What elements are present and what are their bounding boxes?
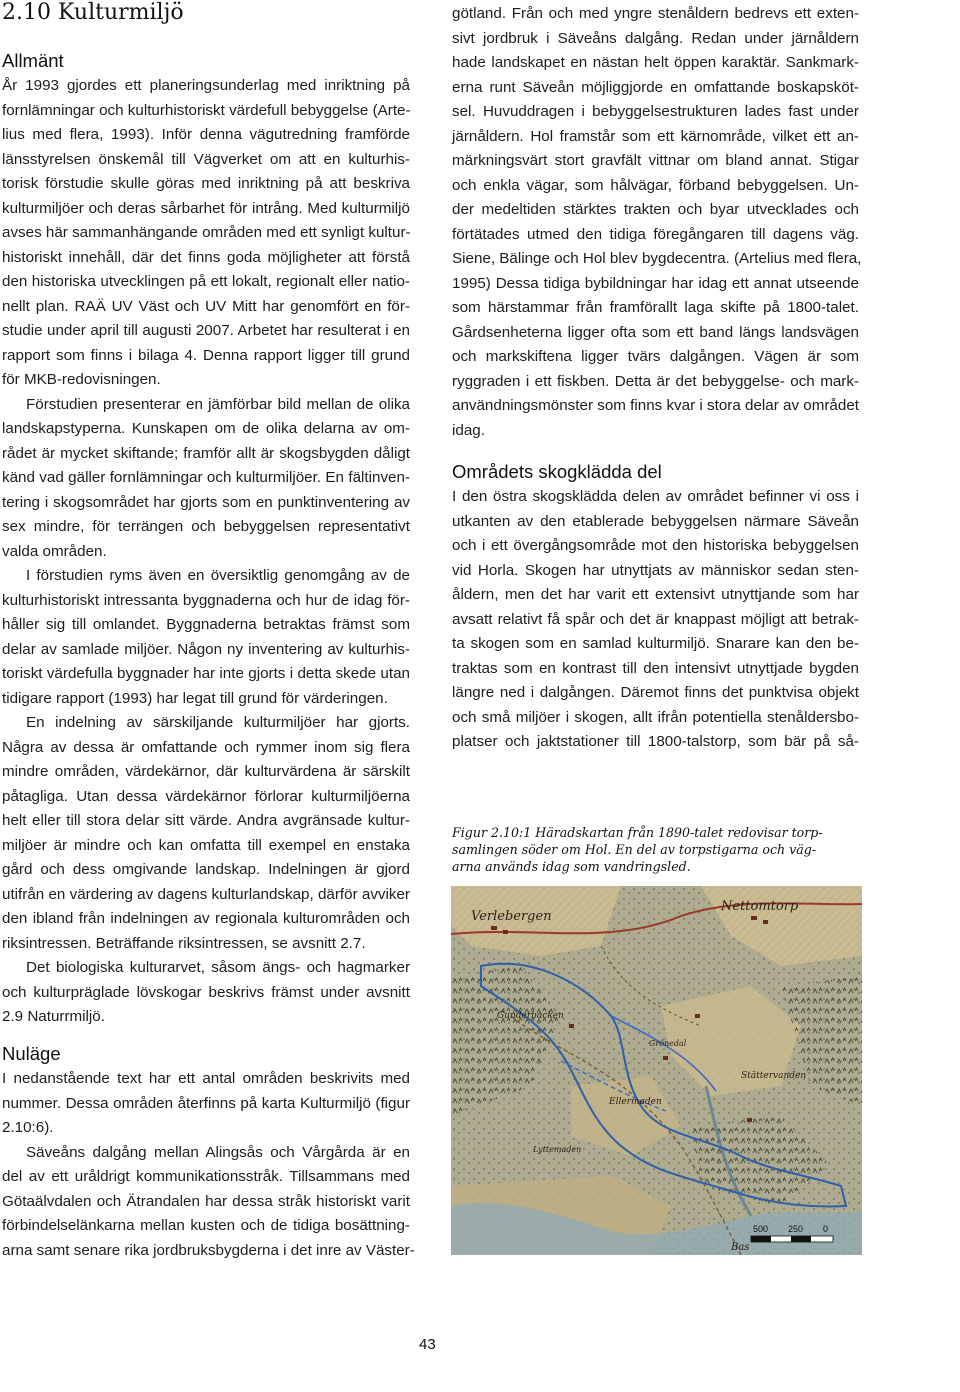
text-line: den historiska utvecklingen på ett lokalt, regionalt eller natio-: [2, 273, 410, 290]
nulage-body: [2, 1067, 415, 1263]
text-line: sivt jordbruk i Säveåns dalgång. Redan under järnåldern: [452, 29, 859, 47]
text-line: tidigare rapport (1993) har legat till grund för värderingen.: [2, 689, 388, 707]
text-line: förtätades utmed den tidiga föregångaren till dagens väg.: [452, 225, 859, 243]
text-line: ta skogen som en samlad kulturmiljö. Snarare kan den be-: [452, 635, 859, 652]
section-heading-allmant: Allmänt: [2, 50, 64, 71]
right-top-body: [452, 2, 862, 443]
text-line: studie under april till augusti 2007. Arbetet har resulterat i en: [2, 322, 410, 339]
text-line: och kulturpräglade lövskogar beskrivs främst under avsnitt: [2, 983, 410, 1001]
text-line: sel. Huvuddragen i bebyggelsestrukturen lades fast under: [452, 103, 859, 120]
map-label: Verlebergen: [471, 909, 552, 924]
text-line: I nedanstående text har ett antal områden beskrivits med: [2, 1070, 410, 1087]
text-line: Det biologiska kulturarvet, såsom ängs- och hagmarker: [26, 959, 410, 976]
map-label: Gunderbacken: [497, 1011, 564, 1021]
caption-line: Figur 2.10:1 Häradskartan från 1890-talet redovisar torp-: [452, 825, 823, 840]
map-label: Ellermaden: [609, 1097, 662, 1107]
text-line: och små miljöer i skogen, allt ifrån potentiella stenåldersbo-: [452, 708, 859, 726]
text-line: märkningsvärt stort gravfält vittnar om bland annat. Stigar: [452, 152, 859, 169]
text-line: I förstudien ryms även en översiktlig genomgång av de: [26, 567, 410, 584]
text-line: landskapstyperna. Kunskapen om de olika delarna av om-: [2, 420, 410, 437]
historical-map-figure: [451, 886, 862, 1255]
text-line: riksintressen. Beträffande riksintressen, se avsnitt 2.7.: [2, 934, 366, 952]
text-line: der medeltiden stärktes trakten och byar utvecklades och: [452, 201, 859, 218]
text-line: förbindelselänkarna mellan kusten och de tidiga bosättning-: [2, 1217, 410, 1234]
text-line: sex mindre, för terrängen och bebyggelsen representativt: [2, 518, 410, 535]
scale-label: 250: [788, 1224, 804, 1234]
caption-line: samlingen söder om Hol. En del av torpstigarna och väg-: [452, 842, 817, 857]
text-line: valda områden.: [2, 542, 107, 560]
map-label: Lyttemaden: [533, 1145, 582, 1154]
text-line: tering i skogsområdet har gjorts som en punktinventering av: [2, 493, 410, 511]
allmant-body: [2, 74, 410, 1030]
text-line: avsatt relativt få spår och det är knappast möjligt att betrak-: [452, 610, 859, 628]
text-line: utkanten av den etablerade bebyggelsen närmare Säveån: [452, 512, 859, 530]
text-line: miljöer är mindre och kan omfatta till exempel en enstaka: [2, 836, 410, 854]
text-line: fornlämningar och kulturhistoriskt värdefull bebyggelse (Arte-: [2, 101, 411, 119]
text-line: En indelning av särskiljande kulturmiljöer har gjorts.: [26, 714, 410, 731]
section-heading-nulage: Nuläge: [2, 1043, 61, 1064]
text-line: rapport som finns i bilaga 4. Denna rapport ligger till grund: [2, 346, 410, 364]
figure-caption: [452, 824, 852, 875]
text-line: erna runt Säveån möjliggjorde en omfattande boskapsköt-: [452, 78, 859, 96]
text-line: och markskiftena ligger tvärs dalgången. Vägen är som: [452, 348, 859, 365]
text-line: nellt plan. RAÄ UV Väst och UV Mitt har genomfört en för-: [2, 297, 410, 315]
text-line: åldern, men det har varit ett extensivt utnyttjande som har: [452, 586, 859, 603]
text-line: arna samt senare rika jordbruksbygderna i det inre av Väster-: [2, 1241, 415, 1259]
text-line: ryggraden i ett fiskben. Detta är det bebyggelse- och mark-: [452, 372, 859, 390]
text-line: mindre områden, värdekärnor, där kulturvärdena är särskilt: [2, 763, 410, 780]
text-line: och i ett övergångsområde mot den historiska bebyggelsen: [452, 537, 859, 554]
text-line: hade landskapet en nästan helt öppen karaktär. Sankmark-: [452, 54, 859, 71]
text-line: utifrån en värdering av dagens kulturlandskap, därför avviker: [2, 885, 410, 903]
text-line: 1995) Dessa tidiga bybildningar har idag ett annat utseende: [452, 274, 859, 292]
text-line: År 1993 gjordes ett planeringsunderlag med inriktning på: [2, 77, 410, 94]
text-line: lius med flera, 1993). Inför denna vägutredning framförde: [2, 126, 410, 143]
text-line: påtagliga. Utan dessa värdekärnor förlorar kulturmiljöerna: [2, 787, 410, 805]
text-line: avses här sammanhängande områden med ett synligt kultur-: [2, 224, 411, 241]
text-line: 2.10:6).: [2, 1119, 54, 1136]
scale-label: 0: [823, 1224, 829, 1234]
text-line: kulturmiljöer och deras sårbarhet för intrång. Med kulturmiljö: [2, 199, 410, 217]
section-heading-skog: Områdets skogklädda del: [452, 461, 662, 482]
map-label: Bas: [731, 1242, 750, 1253]
text-line: platser och jaktstationer till 1800-talstorp, som bär på så-: [452, 733, 859, 750]
scale-label: 500: [753, 1224, 769, 1234]
text-line: toriskt värdefulla byggnader har inte gjorts i detta skede utan: [2, 665, 410, 682]
map-label: Grönedal: [649, 1039, 687, 1048]
text-line: vid Horla. Skogen har utnyttjats av människor sedan sten-: [452, 561, 859, 579]
text-line: I den östra skogsklädda delen av området befinner vi oss i: [452, 488, 859, 505]
text-line: Siene, Bälinge och Hol blev bygdecentra. (Artelius med flera,: [452, 250, 862, 267]
text-line: nummer. Dessa områden återfinns på karta Kulturmiljö (figur: [2, 1094, 410, 1112]
text-line: Säveåns dalgång mellan Alingsås och Vårgårda är en: [26, 1143, 410, 1161]
text-line: götland. Från och med yngre stenåldern bedrevs ett exten-: [452, 5, 859, 22]
text-line: rådet är mycket skiftande; framför allt är skogsbygden dåligt: [2, 444, 410, 462]
text-line: delar av samlade miljöer. Någon ny inventering av kulturhis-: [2, 640, 410, 658]
text-line: Gårdsenheterna ligger ofta som ett band längs landsvägen: [452, 323, 859, 341]
map-label: Nettomtorp: [721, 899, 799, 914]
text-line: den ibland från indelningen av regionala kulturområden och: [2, 910, 410, 927]
text-line: helt eller till stora delar sitt värde. Andra avgränsade kultur-: [2, 812, 410, 829]
text-line: för MKB-redovisningen.: [2, 371, 161, 388]
text-line: torisk förstudie skulle göras med inriktning på att beskriva: [2, 175, 410, 192]
text-line: användningsmönster som finns kvar i stora delar av området: [452, 397, 859, 414]
text-line: Förstudien presenterar en jämförbar bild mellan de olika: [26, 395, 410, 413]
text-line: och enkla vägar, som hålvägar, förband bebyggelsen. Un-: [452, 176, 859, 194]
text-line: Några av dessa är omfattande och rymmer inom sig flera: [2, 738, 410, 756]
text-line: traktas som en kontrast till den intensivt utnyttjade bygden: [452, 659, 859, 677]
text-line: längre ned i dalgången. Däremot finns det punktvisa objekt: [452, 684, 859, 701]
skog-body: [452, 485, 859, 755]
caption-line: arna används idag som vandringsled.: [452, 859, 691, 874]
text-line: som härstammar från framförallt laga skifte på 1800-talet.: [452, 299, 859, 316]
text-line: järnåldern. Hol framstår som ett kärnområde, vilket ett an-: [452, 127, 859, 145]
chapter-title: 2.10 Kulturmiljö: [2, 0, 184, 25]
text-line: länsstyrelsen önskemål till Vägverket om att en kulturhis-: [2, 150, 410, 168]
page-number: 43: [419, 1336, 436, 1353]
map-label: Stättervanden: [741, 1071, 807, 1081]
text-line: historiskt innehåll, där det finns goda möjligheter att förstå: [2, 248, 410, 266]
text-line: kulturhistoriskt intressanta byggnaderna och hur de idag för-: [2, 591, 410, 609]
map-image: [451, 886, 862, 1255]
text-line: 2.9 Naturrmiljö.: [2, 1008, 105, 1025]
text-line: Götaälvdalen och Ätrandalen har dessa stråk historiskt varit: [2, 1192, 410, 1210]
text-line: gård och dess omgivande landskap. Indelningen är gjord: [2, 861, 410, 878]
text-line: idag.: [452, 421, 485, 439]
text-line: känd vad gäller fornlämningar och kulturmiljöer. En fältinven-: [2, 469, 410, 486]
text-line: håller sig till omlandet. Byggnaderna betraktas främst som: [2, 616, 410, 633]
text-line: del av ett uråldrigt kommunikationsstråk. Tillsammans med: [2, 1168, 410, 1185]
